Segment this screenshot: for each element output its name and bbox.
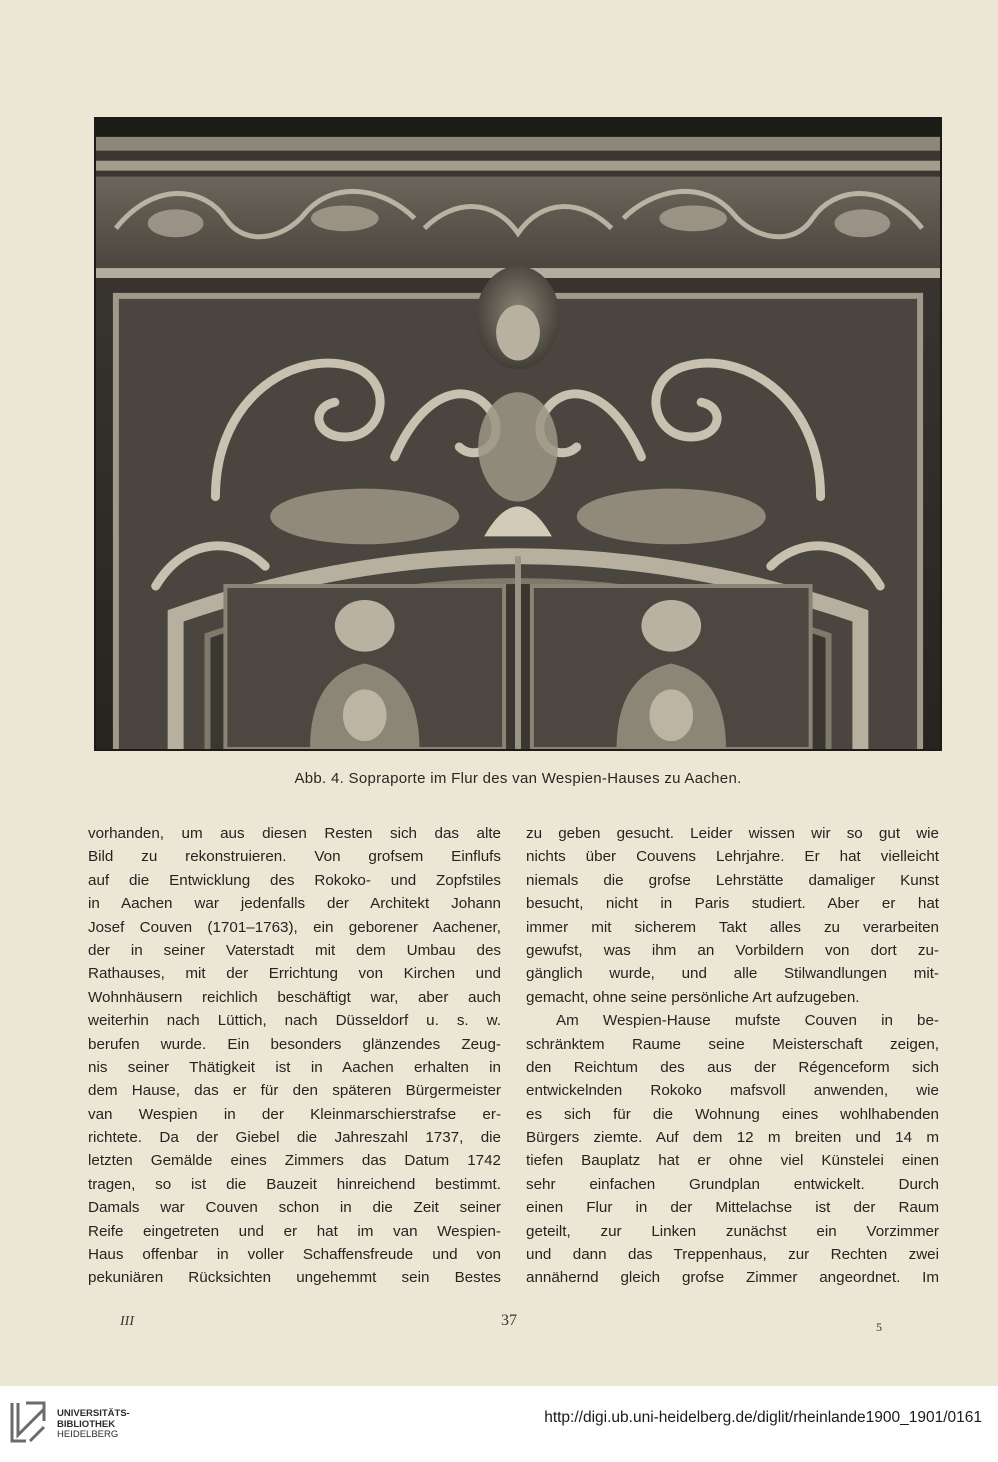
text-line: Rathauses, mit der Errichtung von Kirchen und — [88, 965, 501, 983]
text-line: annähernd gleich grofse Zimmer angeordnet. Im — [526, 1269, 939, 1287]
text-line: dem Hause, das er für den späteren Bürgermeister — [88, 1082, 501, 1100]
text-line: tragen, so ist die Bauzeit hinreichend bestimmt. — [88, 1175, 501, 1193]
text-line: Josef Couven (1701–1763), ein geborener Aachener, — [88, 918, 501, 936]
text-line: gänglich wurde, und alle Stilwandlungen mit- — [526, 965, 939, 983]
text-line: entwickelnden Rokoko mafsvoll anwenden, wie — [526, 1082, 939, 1100]
text-line: zu geben gesucht. Leider wissen wir so gut wie — [526, 825, 939, 842]
text-line: berufen wurde. Ein besonders glänzendes Zeug- — [88, 1035, 501, 1053]
page-number: 37 — [501, 1312, 517, 1329]
text-line: besucht, nicht in Paris studiert. Aber er hat — [526, 895, 939, 913]
text-column-right — [526, 822, 939, 1290]
text-line: Haus offenbar in voller Schaffensfreude und von — [88, 1246, 501, 1264]
text-line: Damals war Couven schon in die Zeit seiner — [88, 1199, 501, 1217]
source-url-link[interactable]: http://digi.ub.uni-heidelberg.de/diglit/rheinlande1900_1901/0161 — [544, 1409, 982, 1426]
sheet-number: 5 — [876, 1320, 882, 1334]
text-line: immer mit sicherem Takt alles zu verarbeiten — [526, 918, 939, 936]
text-line: tiefen Bauplatz hat er ohne viel Künstelei einen — [526, 1152, 939, 1170]
text-line: Wohnhäusern reichlich beschäftigt war, aber auch — [88, 988, 501, 1006]
text-line: es sich für die Wohnung eines wohlhabenden — [526, 1105, 939, 1123]
text-line: richtete. Da der Giebel die Jahreszahl 1737, die — [88, 1129, 501, 1147]
signature-mark: III — [120, 1314, 134, 1329]
text-line: pekuniären Rücksichten ungehemmt sein Bestes — [88, 1269, 501, 1287]
text-line: van Wespien in der Kleinmarschierstrafse er- — [88, 1105, 501, 1123]
text-line: gemacht, ohne seine persönliche Art aufzugeben. — [526, 988, 860, 1006]
text-column-left — [88, 822, 501, 1290]
text-line: der in seiner Vaterstadt mit dem Umbau des — [88, 941, 501, 959]
text-line: weiterhin nach Lüttich, nach Düsseldorf u. s. w. — [88, 1012, 501, 1030]
text-line: den Reichtum des aus der Régenceform sich — [526, 1058, 939, 1076]
text-line: und dann das Treppenhaus, zur Rechten zwei — [526, 1246, 939, 1264]
text-line: schränktem Raume seine Meisterschaft zeigen, — [526, 1035, 939, 1053]
text-line: vorhanden, um aus diesen Resten sich das alte — [88, 825, 501, 842]
digitization-footer — [0, 1386, 998, 1462]
library-name-line: HEIDELBERG — [57, 1429, 119, 1440]
text-line: niemals die grofse Lehrstätte damaliger Kunst — [526, 871, 939, 889]
text-line: auf die Entwicklung des Rokoko- und Zopfstiles — [88, 871, 501, 889]
text-line: Reife eingetreten und er hat im van Wespien- — [88, 1222, 501, 1240]
text-line: Bild zu rekonstruieren. Von grofsem Einflufs — [88, 848, 501, 866]
text-line: nis seiner Thätigkeit ist in Aachen erhalten in — [88, 1058, 501, 1076]
library-logo-icon — [8, 1399, 48, 1445]
ornament-illustration — [96, 119, 940, 749]
text-line: sehr einfachen Grundplan entwickelt. Durch — [526, 1175, 939, 1193]
library-name-line: BIBLIOTHEK — [57, 1418, 116, 1430]
text-line: geteilt, zur Linken zunächst ein Vorzimmer — [526, 1222, 939, 1240]
library-name-line: UNIVERSITÄTS- — [57, 1408, 130, 1419]
text-line: in Aachen war jedenfalls der Architekt Johann — [88, 895, 501, 913]
text-line: Bürgers ziemte. Auf dem 12 m breiten und 14 m — [526, 1129, 939, 1147]
text-line: Am Wespien-Hause mufste Couven in be- — [556, 1012, 939, 1030]
sopraporte-photograph — [94, 117, 942, 751]
figure-caption: Abb. 4. Sopraporte im Flur des van Wespien-Hauses zu Aachen. — [294, 770, 742, 787]
library-name — [57, 1409, 130, 1441]
text-line: einen Flur in der Mittelachse ist der Raum — [526, 1199, 939, 1217]
text-line: letzten Gemälde eines Zimmers das Datum 1742 — [88, 1152, 501, 1170]
text-line: gewufst, was ihm an Vorbildern von dort zu- — [526, 941, 939, 959]
text-line: nichts über Couvens Lehrjahre. Er hat vielleicht — [526, 848, 939, 866]
